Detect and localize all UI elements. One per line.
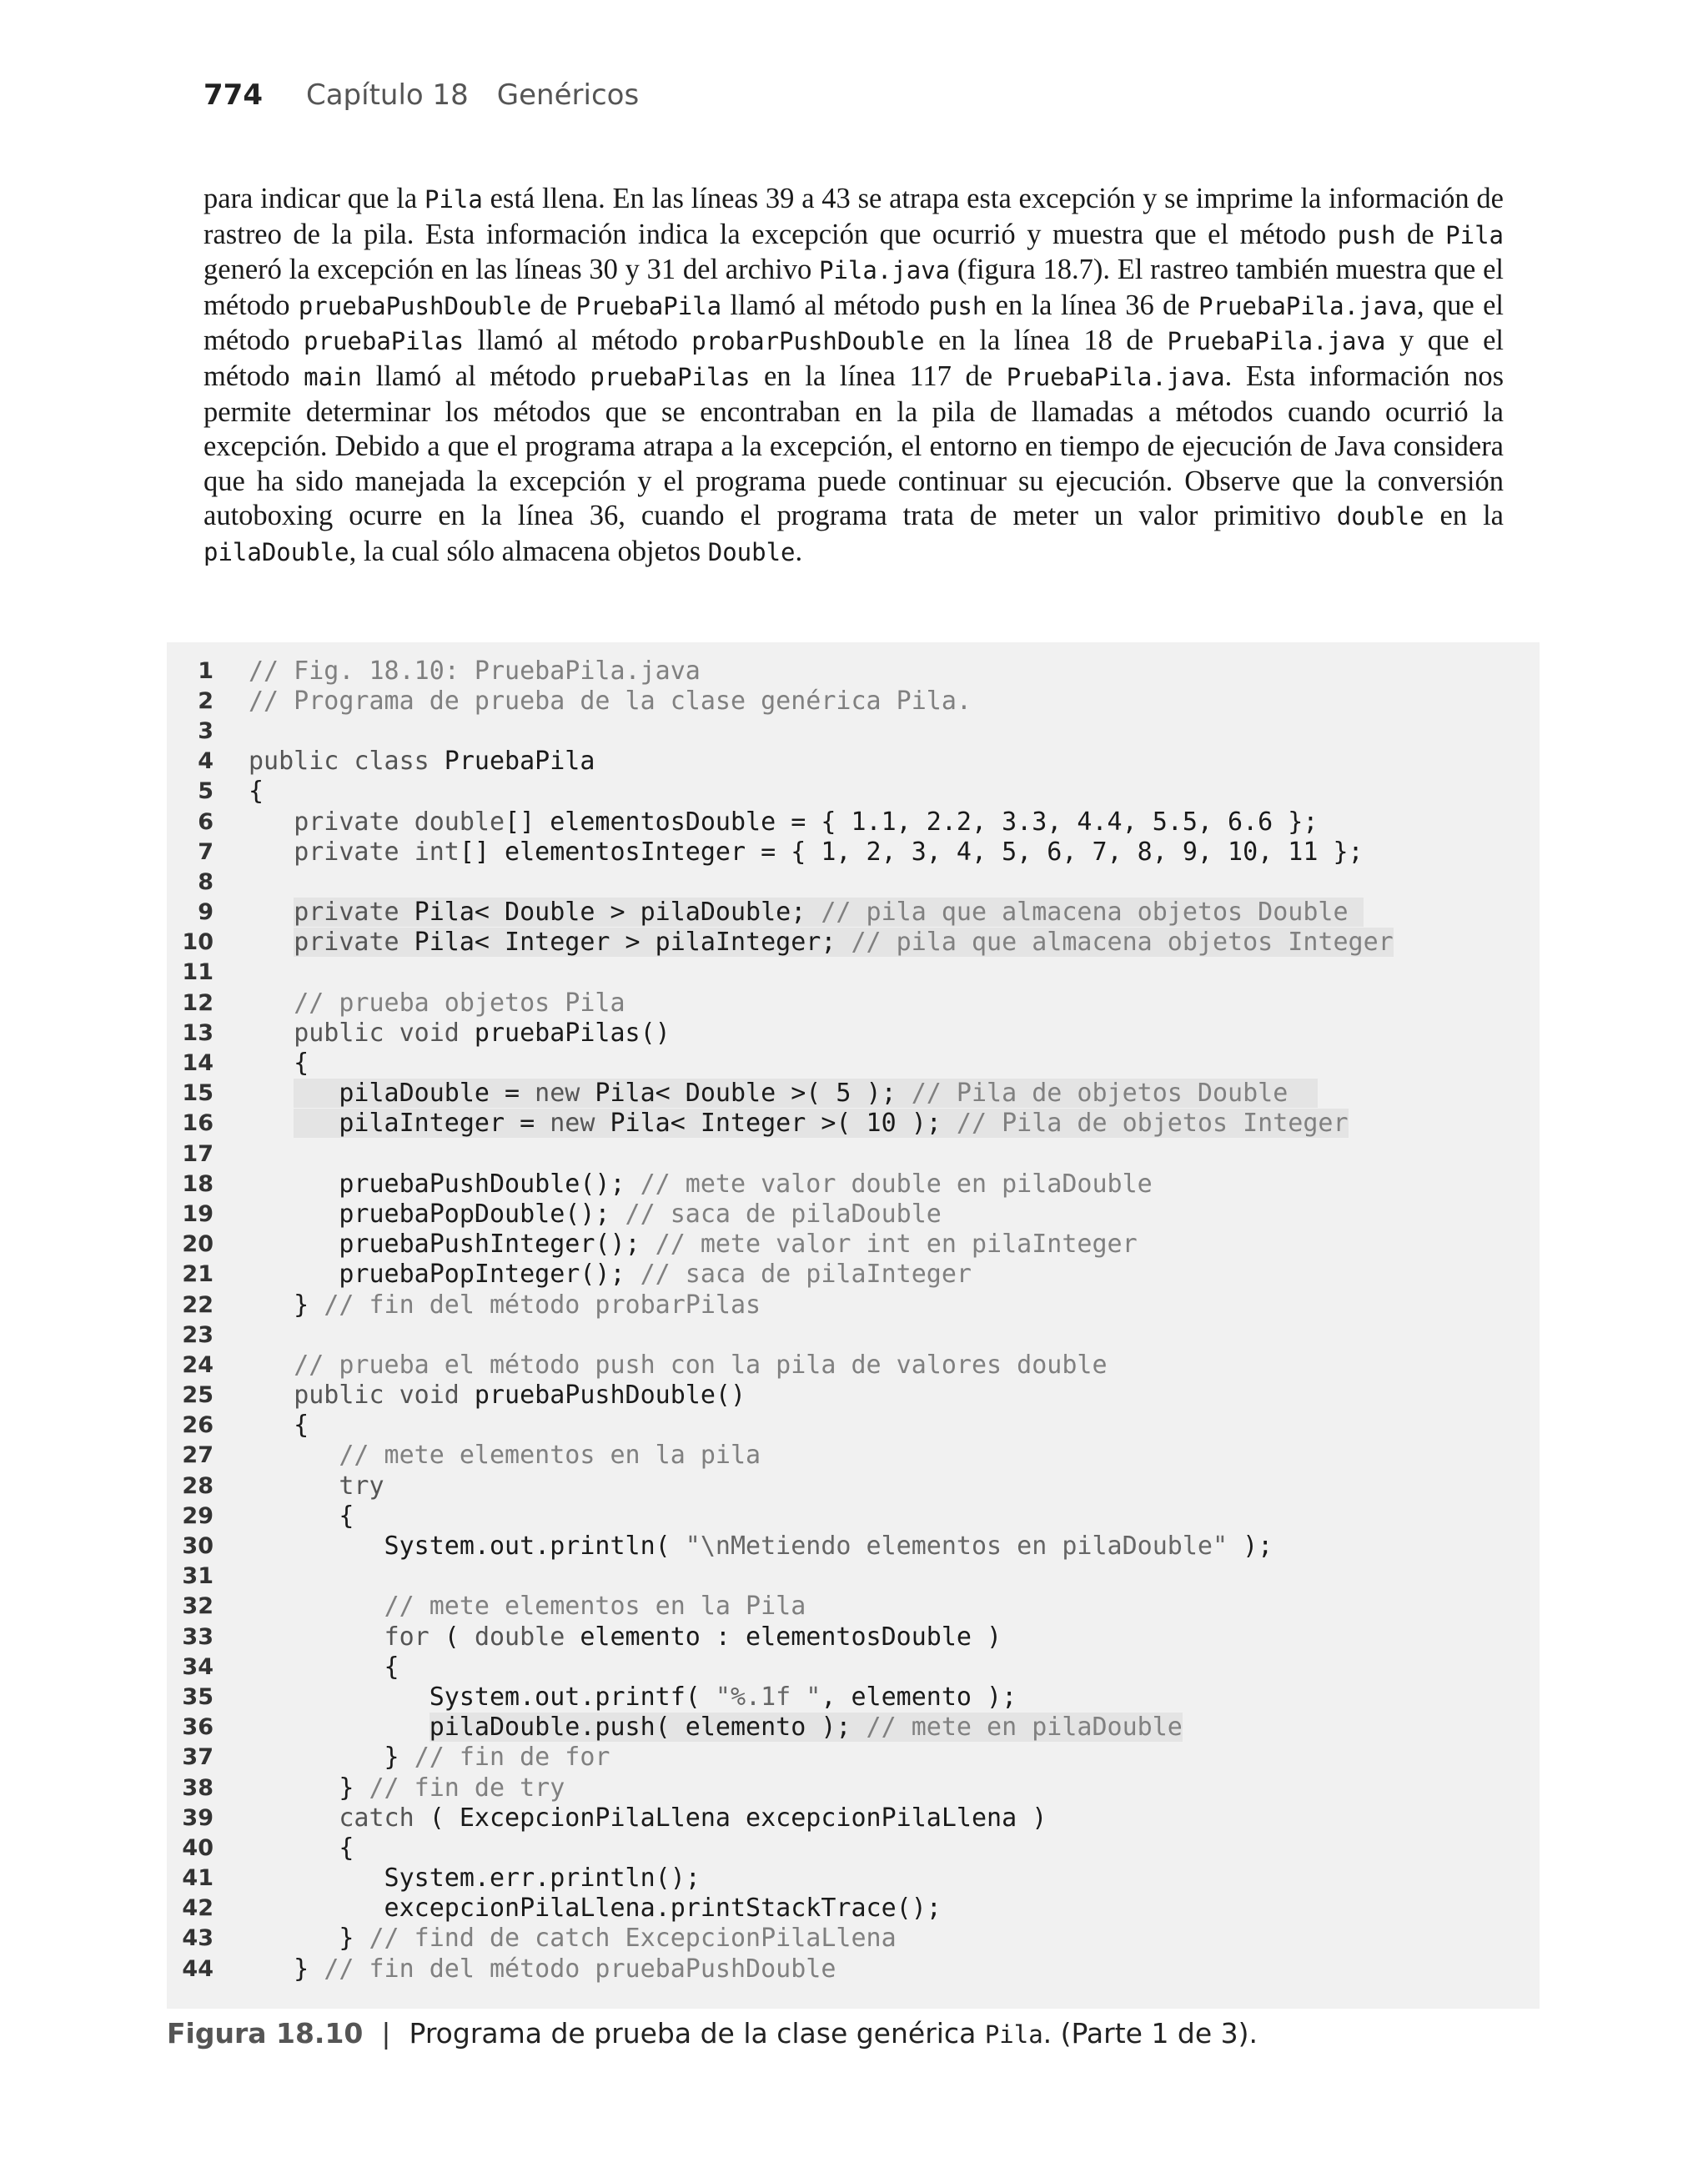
code-text: pilaDouble = new Pila< Double >( 5 ); // Pila de objetos Double	[294, 1079, 1319, 1109]
code-text: System.err.println();	[249, 1864, 701, 1894]
line-number: 14	[182, 1050, 214, 1077]
code-text: } // fin del método probarPilas	[249, 1290, 761, 1320]
line-number: 34	[182, 1653, 214, 1680]
line-number: 26	[182, 1412, 214, 1439]
code-line	[167, 837, 1394, 867]
line-number: 42	[182, 1895, 214, 1922]
line-number: 43	[182, 1925, 214, 1952]
line-number: 4	[198, 748, 214, 775]
code-line	[167, 1833, 1394, 1863]
code-text: {	[249, 777, 264, 807]
code-line	[167, 777, 1394, 807]
paragraph-text: , la cual sólo almacena objetos	[349, 535, 708, 567]
code-line	[167, 867, 1394, 897]
code-line	[167, 1139, 1394, 1169]
paragraph-text: en la línea 117 de	[750, 360, 1007, 392]
code-line	[167, 1682, 1394, 1712]
paragraph-text: llamó al método	[361, 360, 590, 392]
code-line	[167, 1048, 1394, 1078]
code-text: // mete elementos en la pila	[339, 1441, 761, 1471]
code-text: pruebaPopInteger(); // saca de pilaInteger	[249, 1260, 972, 1290]
inline-code: pruebaPilas	[304, 327, 465, 356]
line-number: 3	[198, 717, 214, 744]
line-number: 1	[198, 657, 214, 684]
code-text: pilaDouble.push( elemento ); // mete en pilaDouble	[429, 1713, 1183, 1743]
line-number: 36	[182, 1714, 214, 1741]
code-line	[167, 1199, 1394, 1229]
line-number: 11	[182, 959, 214, 986]
paragraph-text: . Esta información nos permite determinar los métodos que se encontraban en la pila de llamadas a métodos cuando ocurrió la excepción. Debido a que el programa atrapa a la excepción, el entorno en tiempo de ejecución de Java considera que ha sido manejada la excepción y el programa puede continuar su ejecución. Observe que la conversión autoboxing ocurre en la línea 36, cuando el programa trata de meter un valor primitivo	[203, 360, 1505, 532]
inline-code: Double	[707, 537, 796, 566]
line-number: 23	[182, 1321, 214, 1348]
inline-code: push	[928, 291, 987, 320]
body-paragraph	[203, 182, 1504, 571]
line-number: 10	[182, 929, 214, 956]
line-number: 32	[182, 1593, 214, 1620]
line-number: 13	[182, 1019, 214, 1046]
code-text: pruebaPushDouble(); // mete valor double en pilaDouble	[249, 1169, 1153, 1199]
paragraph-text: para indicar que la	[203, 183, 424, 214]
code-text: // mete elementos en la Pila	[384, 1592, 806, 1622]
code-line	[167, 1109, 1394, 1139]
line-number: 8	[198, 868, 214, 895]
code-text: System.out.println( "\nMetiendo elementos en pilaDouble" );	[249, 1532, 1273, 1562]
paragraph-text: de	[531, 289, 576, 321]
code-line	[167, 1169, 1394, 1199]
caption-text-after: . (Parte 1 de 3).	[1042, 2017, 1258, 2050]
code-line	[167, 1773, 1394, 1803]
paragraph-text: , que el método	[203, 289, 1504, 357]
code-text: excepcionPilaLlena.printStackTrace();	[249, 1894, 942, 1924]
code-line	[167, 747, 1394, 777]
line-number: 19	[182, 1200, 214, 1227]
code-text: // Programa de prueba de la clase genérica Pila.	[249, 686, 972, 716]
line-number: 21	[182, 1261, 214, 1288]
inline-code: Pila	[424, 185, 483, 214]
code-text: // prueba el método push con la pila de valores double	[294, 1350, 1108, 1380]
line-number: 5	[198, 778, 214, 805]
code-line	[167, 988, 1394, 1018]
code-text: private int[] elementosInteger = { 1, 2, 3, 4, 5, 6, 7, 8, 9, 10, 11 };	[294, 837, 1364, 867]
line-number: 12	[182, 989, 214, 1016]
code-text: } // fin de try	[249, 1773, 565, 1803]
code-line	[167, 1894, 1394, 1924]
line-number: 39	[182, 1804, 214, 1831]
figure-label: Figura 18.10	[167, 2017, 364, 2050]
code-line	[167, 1411, 1394, 1441]
caption-text-before: Programa de prueba de la clase genérica	[409, 2017, 977, 2050]
line-number: 35	[182, 1683, 214, 1710]
code-text: try	[339, 1471, 384, 1501]
code-line	[167, 1531, 1394, 1561]
code-line	[167, 1954, 1394, 1984]
chapter-title: Genéricos	[496, 78, 640, 112]
paragraph-text: generó la excepción en las líneas 30 y 31 del archivo	[203, 254, 819, 286]
paragraph-text: (figura 18.7). El rastreo también muestra que el método	[203, 254, 1504, 321]
code-line	[167, 898, 1394, 928]
code-line	[167, 1803, 1394, 1833]
page-header	[203, 78, 639, 120]
code-text: pruebaPushInteger(); // mete valor int en pilaInteger	[249, 1230, 1138, 1260]
line-number: 17	[182, 1140, 214, 1167]
paragraph-text: llamó al método	[721, 289, 929, 321]
code-text: catch ( ExcepcionPilaLlena excepcionPilaLlena )	[339, 1803, 1047, 1833]
line-number: 29	[182, 1502, 214, 1529]
inline-code: main	[304, 362, 362, 391]
inline-code: push	[1337, 220, 1396, 249]
code-line	[167, 686, 1394, 716]
code-line	[167, 1924, 1394, 1954]
line-number: 30	[182, 1533, 214, 1560]
line-number: 25	[182, 1382, 214, 1409]
paragraph-text: en la	[1424, 500, 1504, 532]
code-text: } // fin del método pruebaPushDouble	[249, 1954, 836, 1984]
paragraph-text: de	[1395, 218, 1446, 250]
code-line	[167, 1079, 1394, 1109]
code-line	[167, 1441, 1394, 1471]
line-number: 18	[182, 1170, 214, 1197]
line-number: 15	[182, 1080, 214, 1107]
inline-code: PruebaPila.java	[1167, 327, 1386, 356]
code-line	[167, 1622, 1394, 1652]
code-text: } // fin de for	[249, 1743, 610, 1773]
line-number: 41	[182, 1865, 214, 1892]
code-text: for ( double elemento : elementosDouble )	[384, 1622, 1002, 1652]
code-line	[167, 1320, 1394, 1350]
code-text: private double[] elementosDouble = { 1.1, 2.2, 3.3, 4.4, 5.5, 6.6 };	[294, 807, 1319, 837]
inline-code: pruebaPushDouble	[298, 291, 532, 320]
inline-code: PruebaPila.java	[1198, 291, 1417, 320]
code-text: {	[249, 1049, 309, 1079]
code-line	[167, 1562, 1394, 1592]
line-number: 6	[198, 808, 214, 835]
figure-caption	[167, 2017, 1258, 2059]
code-line	[167, 958, 1394, 988]
code-line	[167, 1290, 1394, 1320]
line-number: 24	[182, 1351, 214, 1378]
code-line	[167, 1864, 1394, 1894]
caption-code: Pila	[984, 2020, 1043, 2049]
code-text: private Pila< Integer > pilaInteger; // pila que almacena objetos Integer	[294, 928, 1394, 958]
code-text: {	[249, 1833, 354, 1863]
line-number: 27	[182, 1442, 214, 1469]
code-line	[167, 928, 1394, 958]
page-number: 774	[203, 78, 263, 112]
code-line	[167, 1743, 1394, 1773]
caption-separator: |	[381, 2017, 391, 2050]
code-line	[167, 1230, 1394, 1260]
code-text: public void pruebaPilas()	[294, 1018, 671, 1048]
code-line	[167, 1381, 1394, 1411]
inline-code: probarPushDouble	[691, 327, 925, 356]
code-listing	[167, 642, 1540, 2009]
paragraph-text: en la línea 18 de	[924, 324, 1168, 357]
line-number: 2	[198, 687, 214, 714]
inline-code: double	[1336, 502, 1424, 531]
inline-code: PruebaPila.java	[1006, 362, 1225, 391]
code-line	[167, 1592, 1394, 1622]
line-number: 33	[182, 1623, 214, 1650]
code-text: // Fig. 18.10: PruebaPila.java	[249, 656, 701, 686]
code-text: private Pila< Double > pilaDouble; // pila que almacena objetos Double	[294, 898, 1364, 928]
line-number: 22	[182, 1291, 214, 1318]
line-number: 44	[182, 1955, 214, 1982]
code-text: // prueba objetos Pila	[294, 988, 625, 1018]
inline-code: Pila	[1445, 220, 1504, 249]
inline-code: pruebaPilas	[590, 362, 751, 391]
code-line	[167, 1350, 1394, 1380]
code-line	[167, 1260, 1394, 1290]
code-text: {	[249, 1652, 399, 1682]
code-line	[167, 1652, 1394, 1682]
code-line	[167, 716, 1394, 746]
line-number: 16	[182, 1110, 214, 1137]
code-line	[167, 1501, 1394, 1531]
line-number: 38	[182, 1774, 214, 1801]
code-lines	[167, 656, 1394, 1984]
code-text: public class PruebaPila	[249, 747, 595, 777]
code-text: public void pruebaPushDouble()	[294, 1381, 746, 1411]
line-number: 7	[198, 838, 214, 865]
code-text: System.out.printf( "%.1f ", elemento );	[249, 1682, 1017, 1712]
line-number: 40	[182, 1834, 214, 1861]
line-number: 31	[182, 1563, 214, 1590]
line-number: 28	[182, 1472, 214, 1499]
code-text: } // find de catch ExcepcionPilaLlena	[249, 1924, 897, 1954]
paragraph-text: .	[795, 535, 803, 567]
code-text: {	[249, 1501, 354, 1531]
line-number: 20	[182, 1231, 214, 1258]
inline-code: PruebaPila	[575, 291, 722, 320]
code-text: pilaInteger = new Pila< Integer >( 10 ); // Pila de objetos Integer	[294, 1109, 1349, 1139]
paragraph-text: en la línea 36 de	[987, 289, 1199, 321]
line-number: 37	[182, 1744, 214, 1771]
paragraph-text: y que el método	[203, 324, 1505, 392]
line-number: 9	[198, 899, 214, 926]
code-text: pruebaPopDouble(); // saca de pilaDouble	[249, 1199, 942, 1229]
inline-code: Pila.java	[818, 256, 951, 285]
paragraph-text: está llena. En las líneas 39 a 43 se atrapa esta excepción y se imprime la información de rastreo de la pila. Esta información indica la excepción que ocurrió y muestra que el método	[203, 183, 1504, 250]
code-text: {	[249, 1411, 309, 1441]
code-line	[167, 656, 1394, 686]
code-line	[167, 1713, 1394, 1743]
paragraph-text: llamó al método	[464, 324, 692, 357]
code-line	[167, 1471, 1394, 1501]
code-line	[167, 807, 1394, 837]
inline-code: pilaDouble	[203, 537, 349, 566]
code-line	[167, 1018, 1394, 1048]
chapter-label: Capítulo 18	[305, 78, 469, 112]
